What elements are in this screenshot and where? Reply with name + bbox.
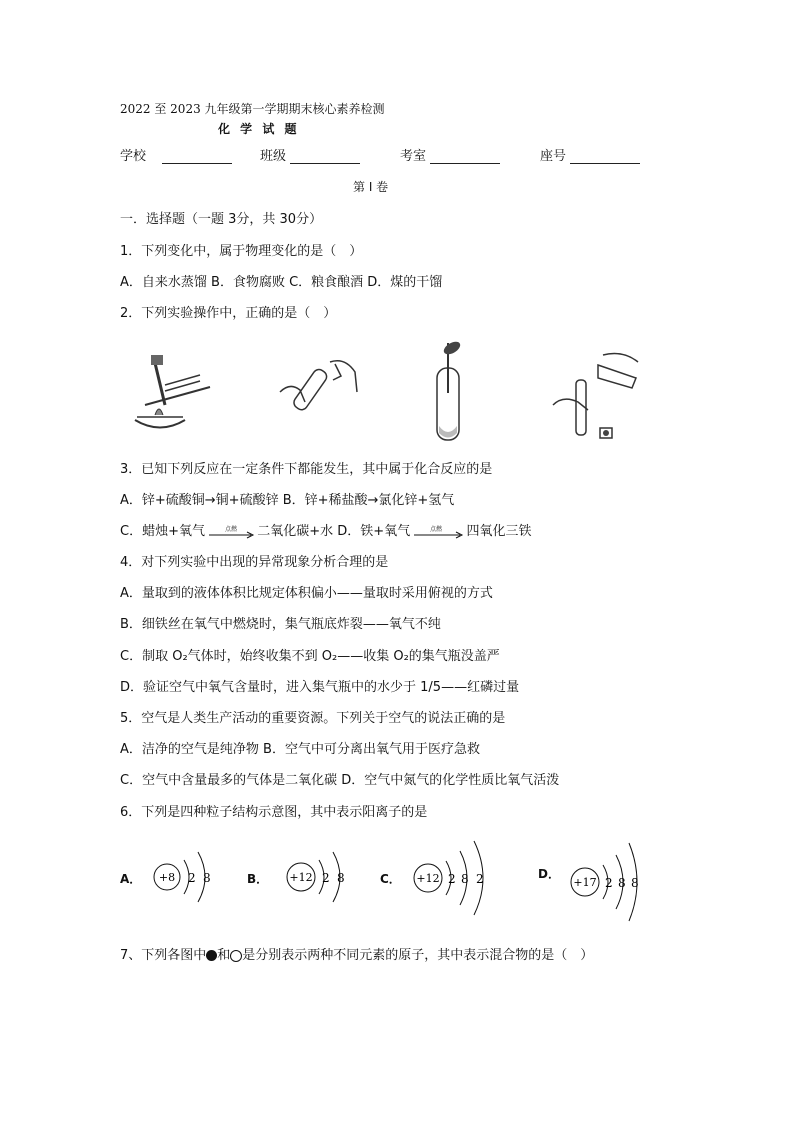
black-atom-icon <box>206 950 217 961</box>
q1-options: A．自来水蒸馏 B．食物腐败 C．粮食酿酒 D．煤的干馏 <box>120 275 443 290</box>
class-blank[interactable] <box>290 149 360 164</box>
atom-a-shell-2: 8 <box>203 871 211 885</box>
q4-option-c: C．制取 O₂气体时，始终收集不到 O₂——收集 O₂的集气瓶没盖严 <box>120 649 500 664</box>
lab-image-dropper <box>430 338 470 443</box>
lab-image-heating-tube <box>125 345 215 435</box>
class-label: 班级 <box>260 149 287 164</box>
q5-options-line2: C．空气中含量最多的气体是二氧化碳 D．空气中氮气的化学性质比氧气活泼 <box>120 773 560 788</box>
q7-stem-part1: 7、下列各图中 <box>120 948 207 963</box>
atom-c-shell-1: 2 <box>448 872 456 886</box>
white-atom-icon <box>230 950 242 962</box>
q4-option-d: D．验证空气中氧气含量时，进入集气瓶中的水少于 1/5——红磷过量 <box>120 680 520 695</box>
lab-image-pouring <box>548 350 640 445</box>
condition-text-d: 点燃 <box>430 525 443 533</box>
exam-title: 2022 至 2023 九年级第一学期期末核心素养检测 <box>120 102 385 116</box>
condition-text-c: 点燃 <box>225 525 238 533</box>
volume-label: 第 Ⅰ 卷 <box>353 180 389 194</box>
q6-stem: 6．下列是四种粒子结构示意图，其中表示阳离子的是 <box>120 805 428 820</box>
q3-stem: 3．已知下列反应在一定条件下都能发生，其中属于化合反应的是 <box>120 462 493 477</box>
atom-b-label: B． <box>247 872 269 886</box>
atom-a-label: A． <box>120 872 142 886</box>
q4-option-b: B．细铁丝在氧气中燃烧时，集气瓶底炸裂——氧气不纯 <box>120 617 441 632</box>
q5-options-line1: A．洁净的空气是纯净物 B．空气中可分离出氧气用于医疗急救 <box>120 742 480 757</box>
atom-d-shell-2: 8 <box>618 876 626 890</box>
q1-stem: 1．下列变化中，属于物理变化的是（ ） <box>120 244 363 259</box>
atom-d-nucleus: +17 <box>573 876 597 889</box>
atom-c-shell-3: 2 <box>476 872 484 886</box>
room-field <box>400 145 500 164</box>
q4-option-a: A．量取到的液体体积比规定体积偏小——量取时采用俯视的方式 <box>120 586 493 601</box>
q4-stem: 4．对下列实验中出现的异常现象分析合理的是 <box>120 555 389 570</box>
atom-b-nucleus: +12 <box>289 871 313 884</box>
q7-stem <box>120 944 593 963</box>
atom-diagram-d <box>568 835 648 925</box>
atom-c-shell-2: 8 <box>461 872 469 886</box>
seat-label: 座号 <box>540 149 567 164</box>
atom-c-nucleus: +12 <box>416 872 440 885</box>
atom-diagram-b <box>283 840 363 915</box>
section-heading: 一．选择题（一题 3分，共 30分） <box>120 212 323 227</box>
lab-image-shaking-tube <box>275 352 365 417</box>
reaction-arrow-d <box>414 525 450 539</box>
atom-diagram-a <box>150 840 230 915</box>
reaction-arrow-c <box>209 525 245 539</box>
atom-d-shell-1: 2 <box>605 876 613 890</box>
school-label: 学校 <box>120 149 147 164</box>
atom-b-shell-1: 2 <box>322 871 330 885</box>
atom-b-shell-2: 8 <box>337 871 345 885</box>
school-field <box>120 145 232 164</box>
atom-d-label: D． <box>538 867 560 881</box>
atom-a-nucleus: +8 <box>158 871 176 884</box>
q7-stem-part3: 是分别表示两种不同元素的原子，其中表示混合物的是（ ） <box>242 948 594 963</box>
q5-stem: 5．空气是人类生产活动的重要资源。下列关于空气的说法正确的是 <box>120 711 506 726</box>
atom-diagram-c <box>410 835 505 920</box>
class-field <box>260 145 360 164</box>
exam-subtitle: 化 学 试 题 <box>218 122 300 136</box>
q3-options-line2 <box>120 520 532 539</box>
q3-option-c-left: C．蜡烛+氧气 <box>120 524 205 539</box>
school-blank[interactable] <box>162 149 232 164</box>
atom-c-label: C． <box>380 872 401 886</box>
q3-option-c-right: 二氧化碳+水 D．铁+氧气 <box>257 524 411 539</box>
seat-field <box>540 145 640 164</box>
q3-options-line1: A．锌+硫酸铜→铜+硫酸锌 B．锌+稀盐酸→氯化锌+氢气 <box>120 493 455 508</box>
q7-stem-part2: 和 <box>217 948 231 963</box>
atom-a-shell-1: 2 <box>188 871 196 885</box>
room-blank[interactable] <box>430 149 500 164</box>
seat-blank[interactable] <box>570 149 640 164</box>
q2-stem: 2．下列实验操作中，正确的是（ ） <box>120 306 337 321</box>
room-label: 考室 <box>400 149 427 164</box>
atom-d-shell-3: 8 <box>631 876 639 890</box>
q3-option-d-right: 四氧化三铁 <box>466 524 532 539</box>
